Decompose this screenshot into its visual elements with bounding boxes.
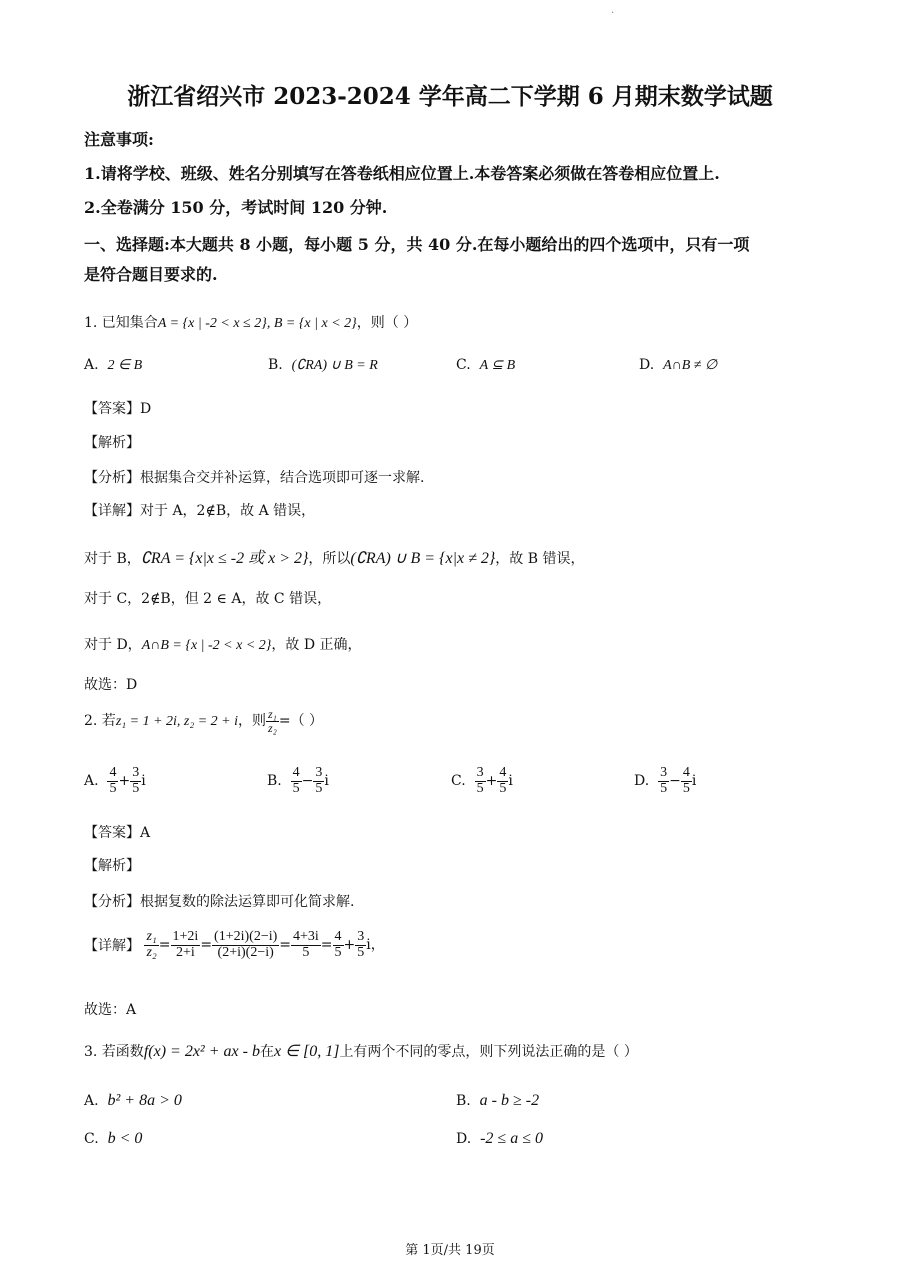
page-footer: 第 1页/共 19页 (405, 1243, 495, 1258)
q1-stem-math: A = {x | -2 < x ≤ 2}, B = {x | x < 2} (157, 316, 357, 331)
fraction (475, 766, 486, 796)
q3-option-d (456, 1130, 543, 1148)
q2-stem-math: z₁ = 1 + 2i, z₂ = 2 + i (115, 714, 239, 730)
fraction-denominator: 5 (302, 944, 310, 960)
fraction (497, 766, 508, 796)
section-heading-line-1: 一、选择题:本大题共 8 小题，每小题 5 分，共 40 分.在每小题给出的四个选项中，只有一项 (84, 235, 750, 254)
fraction-denominator: 2+i (176, 944, 195, 960)
q2-stem-suffix: =（ ） (278, 713, 324, 730)
fraction-denominator: 5 (334, 944, 342, 960)
equals-sign: = (320, 937, 333, 954)
fraction-denominator: 5 (660, 780, 668, 796)
q1-option-a (84, 357, 142, 374)
q1-stem-suffix: ，则（ ） (356, 315, 418, 331)
option-math: 2 ∈ B (107, 358, 143, 373)
fraction (144, 930, 158, 960)
equals-sign: = (200, 937, 213, 954)
q2-option-c (451, 766, 513, 796)
q1-option-b (268, 357, 378, 374)
fraction-numerator: 3 (660, 765, 668, 780)
q1-option-c (456, 357, 515, 374)
q1-detail-b (84, 545, 584, 568)
plus-sign: + (343, 937, 356, 954)
q2-analysis: 【分析】根据复数的除法运算即可化简求解. (84, 894, 355, 910)
fraction-denominator: 5 (132, 780, 140, 796)
q2-stem-prefix: 2. 若 (84, 713, 116, 730)
q2-option-b (267, 766, 329, 796)
option-label: D. (639, 357, 655, 373)
option-label: C. (456, 357, 471, 373)
q3-stem-prefix: 3. 若函数 (84, 1044, 144, 1060)
fraction-numerator: 4 (109, 765, 117, 780)
q1-detail-b-math-2: (∁RA) ∪ B = {x|x ≠ 2} (350, 550, 496, 567)
section-heading-line-2: 是符合题目要求的. (84, 265, 218, 284)
fraction-denominator: 5 (315, 780, 323, 796)
fraction (333, 930, 344, 960)
q3-option-c (84, 1130, 142, 1148)
imaginary-unit: i (691, 773, 697, 790)
fraction-numerator: (1+2i)(2−i) (214, 929, 278, 944)
q2-detail (84, 930, 385, 960)
fraction (681, 766, 692, 796)
q2-choose: 故选：A (84, 1002, 137, 1018)
fraction-numerator: 4 (499, 765, 507, 780)
option-label: A. (84, 773, 99, 790)
notice-item-1: 1.请将学校、班级、姓名分别填写在答卷纸相应位置上.本卷答案必须做在答卷相应位置上. (84, 164, 720, 183)
q1-answer: 【答案】D (84, 401, 152, 417)
q1-choose: 故选：D (84, 677, 138, 693)
equals-sign: = (279, 937, 291, 954)
q2-stem-mid: ，则 (238, 713, 267, 730)
q1-analysis-tag: 【解析】 (84, 435, 140, 451)
q3-stem-suffix: 上有两个不同的零点，则下列说法正确的是（ ） (339, 1044, 638, 1060)
fraction-denominator: z₂ (268, 720, 277, 735)
option-label: B. (268, 357, 283, 373)
q2-answer: 【答案】A (84, 825, 151, 841)
option-label: D. (456, 1131, 472, 1147)
fraction (291, 766, 302, 796)
fraction-denominator: 5 (476, 780, 484, 796)
option-label: A. (84, 1093, 99, 1109)
fraction (291, 930, 321, 960)
fraction-numerator: 4 (682, 765, 690, 780)
q3-stem-mid: 在 (259, 1044, 274, 1060)
fraction-denominator: (2+i)(2−i) (217, 944, 274, 960)
q2-option-a (84, 766, 146, 796)
notice-heading: 注意事项: (84, 130, 154, 149)
option-label: B. (267, 773, 282, 790)
fraction-denominator: 5 (357, 944, 365, 960)
imaginary-unit: i (141, 773, 146, 790)
q1-option-d (639, 357, 717, 374)
fraction-numerator: 4 (292, 765, 300, 780)
fraction-numerator: 3 (132, 765, 140, 780)
option-math: a - b ≥ -2 (479, 1092, 540, 1109)
fraction-numerator: 4 (334, 929, 342, 944)
q1-detail-b-suffix: ，故 B 错误， (495, 551, 585, 567)
fraction-denominator: 5 (682, 780, 690, 796)
option-math: A ⊆ B (479, 358, 516, 373)
q3-stem-math: f(x) = 2x² + ax - b (143, 1043, 260, 1060)
imaginary-unit: i (324, 773, 329, 790)
option-math: A∩B ≠ ∅ (663, 358, 718, 373)
q3-stem-math-2: x ∈ [0, 1] (273, 1043, 340, 1060)
q1-stem-prefix: 1. 已知集合 (84, 315, 158, 331)
q2-option-d (634, 766, 696, 796)
operator: − (669, 773, 681, 790)
q1-detail-c: 对于 C，2∉B，但 2 ∈ A，故 C 错误， (84, 591, 332, 607)
fraction-numerator: 3 (357, 929, 365, 944)
q1-detail-d-suffix: ，故 D 正确， (271, 637, 362, 653)
q2-detail-tag: 【详解】 (84, 938, 140, 955)
option-math: b² + 8a > 0 (107, 1092, 182, 1109)
fraction-denominator: 5 (499, 780, 507, 796)
q1-detail-a: 【详解】对于 A，2∉B，故 A 错误， (84, 503, 316, 519)
fraction-denominator: z₂ (146, 944, 157, 960)
fraction-denominator: 5 (292, 780, 300, 796)
fraction (130, 766, 141, 796)
fraction-numerator: 3 (315, 765, 323, 780)
q3-stem (84, 1041, 638, 1061)
detail-tail: i， (366, 937, 385, 954)
q2-stem-fraction (266, 708, 279, 734)
fraction (658, 766, 669, 796)
q2-stem (84, 708, 323, 734)
q1-detail-d (84, 634, 362, 654)
q1-detail-b-math-1: ∁RA = {x|x ≤ -2 或 x > 2} (140, 550, 309, 567)
q3-option-b (456, 1092, 539, 1110)
q1-detail-d-math: A∩B = {x | -2 < x < 2} (141, 638, 272, 653)
q3-option-a (84, 1092, 182, 1110)
option-label: D. (634, 773, 650, 790)
fraction (107, 766, 118, 796)
page-title: 浙江省绍兴市 2023-2024 学年高二下学期 6 月期末数学试题 (127, 83, 773, 110)
option-math: b < 0 (107, 1130, 143, 1147)
fraction-numerator: z₁ (268, 707, 277, 721)
fraction (313, 766, 324, 796)
operator: + (485, 773, 498, 790)
operator: − (301, 773, 314, 790)
fraction (212, 930, 279, 960)
fraction-numerator: 4+3i (293, 929, 319, 944)
q1-stem (84, 312, 417, 332)
option-label: C. (451, 773, 466, 790)
fraction-numerator: 1+2i (172, 929, 199, 944)
notice-item-2: 2.全卷满分 150 分，考试时间 120 分钟. (84, 198, 388, 217)
q1-analysis: 【分析】根据集合交并补运算，结合选项即可逐一求解. (84, 470, 425, 486)
fraction (355, 930, 366, 960)
fraction-numerator: z₁ (146, 929, 157, 944)
imaginary-unit: i (508, 773, 513, 790)
equals-sign: = (158, 937, 171, 954)
q1-detail-d-prefix: 对于 D， (84, 637, 142, 653)
fraction-denominator: 5 (109, 780, 117, 796)
option-label: A. (84, 357, 99, 373)
operator: + (118, 773, 131, 790)
fraction-numerator: 3 (476, 765, 484, 780)
option-label: B. (456, 1093, 471, 1109)
q1-detail-b-mid: ，所以 (308, 551, 351, 567)
corner-mark: · (611, 8, 615, 19)
option-label: C. (84, 1131, 99, 1147)
option-math: -2 ≤ a ≤ 0 (480, 1130, 543, 1147)
q1-detail-b-prefix: 对于 B， (84, 551, 141, 567)
q2-analysis-tag: 【解析】 (84, 858, 140, 874)
option-math: (∁RA) ∪ B = R (291, 358, 378, 373)
fraction (171, 930, 201, 960)
